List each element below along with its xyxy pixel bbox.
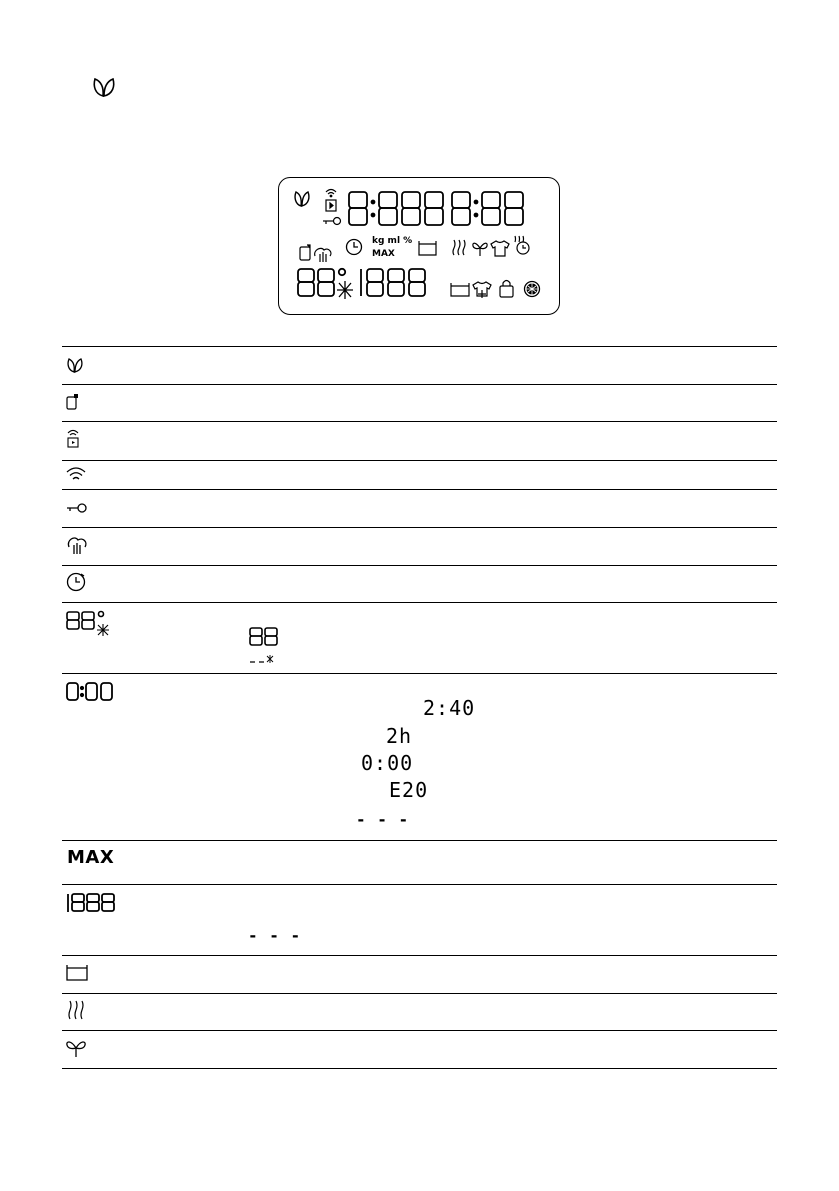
- table-rule: [62, 993, 777, 994]
- panel-tub-icon: [419, 241, 436, 255]
- spin-dashes: - - -: [248, 926, 302, 945]
- table-rule: [62, 527, 777, 528]
- panel-steam-timer-icon: [515, 236, 529, 254]
- fan-icon: [66, 1038, 86, 1058]
- table-rule: [62, 955, 777, 956]
- leaf-icon: [66, 357, 84, 373]
- leaf-icon: [91, 76, 117, 98]
- spin-digits-icon: [66, 893, 118, 913]
- panel-key-icon: [323, 218, 341, 225]
- time-example-zero: 0:00: [361, 751, 414, 775]
- panel-spin-digits: [361, 269, 425, 296]
- drum-tub-icon: [66, 964, 88, 981]
- table-rule: [62, 565, 777, 566]
- max-label: MAX: [67, 847, 115, 868]
- remote-start-icon: [66, 428, 80, 448]
- table-rule: [62, 884, 777, 885]
- steam-cloud-icon: [66, 535, 88, 555]
- time-digits-icon: [66, 682, 114, 702]
- panel-remote-start-icon: [326, 200, 336, 211]
- table-rule: [62, 384, 777, 385]
- phone-notification-icon: [66, 393, 80, 410]
- temperature-value-digits: [249, 627, 279, 647]
- table-rule: [62, 1030, 777, 1031]
- panel-steam-cloud-icon: [315, 248, 331, 262]
- time-example-hours: 2h: [386, 724, 413, 748]
- panel-shirt-plus-icon: [473, 282, 491, 298]
- time-example-dashes: - - -: [356, 810, 410, 829]
- panel-temp-digits: [298, 269, 353, 299]
- steam-heat-icon: [66, 1000, 88, 1020]
- panel-phone-icon: [300, 245, 310, 260]
- panel-wifi-icon: [326, 190, 336, 197]
- key-lock-icon: [66, 502, 88, 514]
- panel-max-label: MAX: [372, 249, 395, 259]
- wifi-icon: [66, 467, 86, 483]
- panel-tub-small-icon: [451, 283, 469, 296]
- panel-delay-timer-icon: [347, 240, 362, 255]
- panel-shirt-icon: [491, 241, 509, 256]
- panel-units-label: kg ml %: [372, 236, 413, 246]
- temperature-digits-icon: [66, 610, 116, 636]
- table-rule: [62, 489, 777, 490]
- table-rule: [62, 673, 777, 674]
- delay-timer-icon: [66, 572, 86, 592]
- table-rule: [62, 602, 777, 603]
- table-rule: [62, 460, 777, 461]
- time-example-error: E20: [389, 778, 429, 802]
- panel-fan-icon: [473, 243, 487, 256]
- table-rule: [62, 1068, 777, 1069]
- table-rule: [62, 421, 777, 422]
- time-example-remaining: 2:40: [423, 696, 476, 720]
- table-rule: [62, 346, 777, 347]
- temperature-dashes: [249, 654, 275, 666]
- display-panel: [278, 177, 560, 315]
- panel-leaf-icon: [295, 192, 309, 206]
- panel-clean-drum-icon: [525, 282, 540, 297]
- panel-main-digits: [349, 192, 523, 225]
- panel-steam-icon: [453, 240, 465, 255]
- panel-lock-icon: [500, 281, 513, 298]
- table-rule: [62, 840, 777, 841]
